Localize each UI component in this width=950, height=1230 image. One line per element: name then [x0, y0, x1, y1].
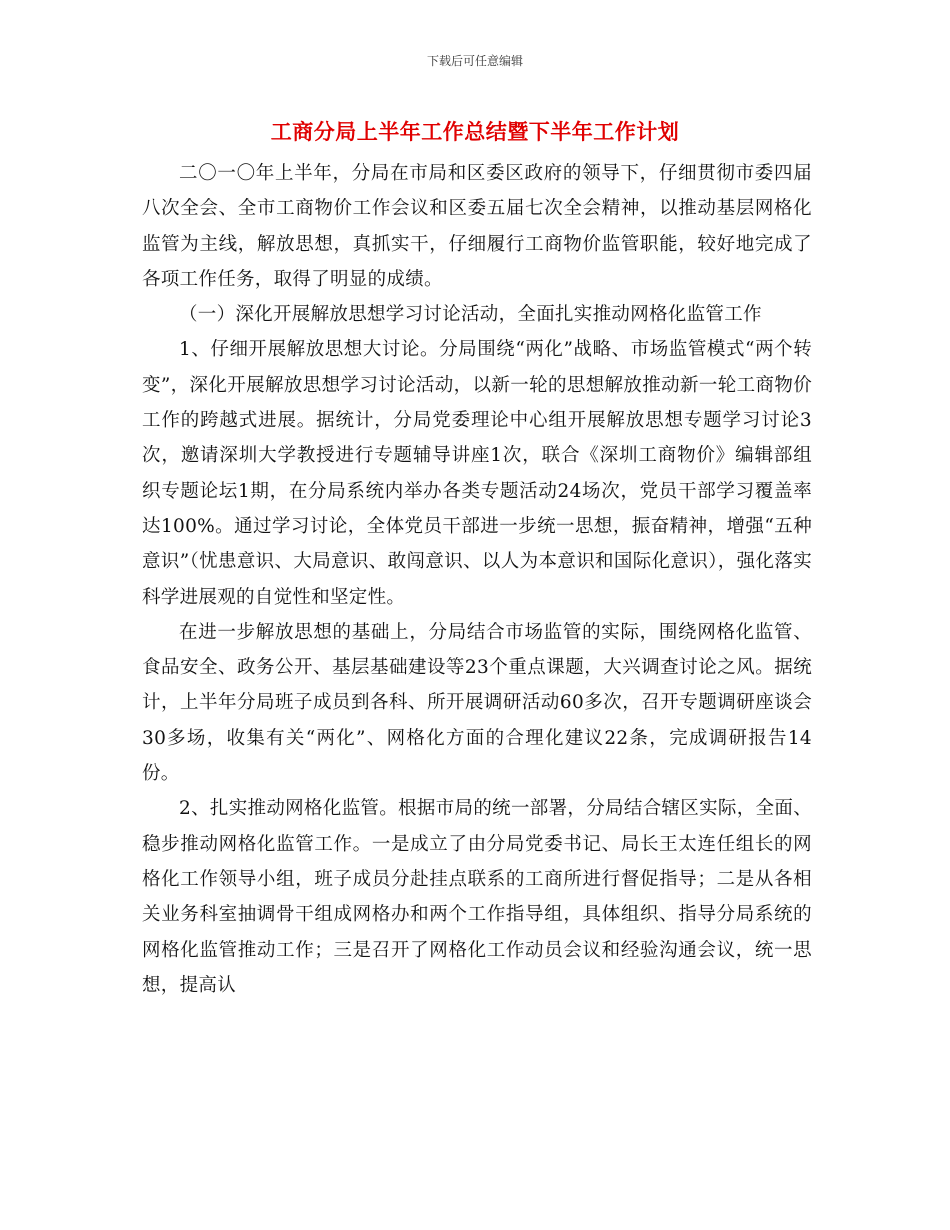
document-body — [142, 156, 812, 1003]
paragraph-research: 在进一步解放思想的基础上，分局结合市场监管的实际，围绕网格化监管、食品安全、政务公开、基层基础建设等23个重点课题，大兴调查讨论之风。据统计，上半年分局班子成员到各科、所开展调研活动60多次，召开专题调研座谈会30多场，收集有关“两化”、网格化方面的合理化建议22条，完成调研报告14份。 — [142, 621, 812, 785]
paragraph-item-1: 1、仔细开展解放思想大讨论。分局围绕“两化”战略、市场监管模式“两个转变”，深化开展解放思想学习讨论活动，以新一轮的思想解放推动新一轮工商物价工作的跨越式进展。据统计，分局党委理论中心组开展解放思想专题学习讨论3次，邀请深圳大学教授进行专题辅导讲座1次，联合《深圳工商物价》编辑部组织专题论坛1期，在分局系统内举办各类专题活动24场次，党员干部学习覆盖率达100%。通过学习讨论，全体党员干部进一步统一思想，振奋精神，增强“五种意识”（忧患意识、大局意识、敢闯意识、以人为本意识和国际化意识），强化落实科学进展观的自觉性和坚定性。 — [142, 339, 812, 608]
paragraph-item-2: 2、扎实推动网格化监管。根据市局的统一部署，分局结合辖区实际，全面、稳步推动网格化监管工作。一是成立了由分局党委书记、局长王太连任组长的网格化工作领导小组，班子成员分赴挂点联系的工商所进行督促指导；二是从各相关业务科室抽调骨干组成网格办和两个工作指导组，具体组织、指导分局系统的网格化监管推动工作；三是召开了网格化工作动员会议和经验沟通会议，统一思想，提高认 — [142, 798, 812, 996]
section-heading-1: （一）深化开展解放思想学习讨论活动，全面扎实推动网格化监管工作 — [179, 304, 762, 326]
paragraph-intro: 二〇一〇年上半年，分局在市局和区委区政府的领导下，仔细贯彻市委四届八次全会、全市工商物价工作会议和区委五届七次全会精神，以推动基层网格化监管为主线，解放思想，真抓实干，仔细履行工商物价监管职能，较好地完成了各项工作任务，取得了明显的成绩。 — [142, 163, 812, 290]
page-header: 下载后可任意编辑 — [426, 54, 523, 68]
document-title: 工商分局上半年工作总结暨下半年工作计划 — [270, 119, 680, 144]
